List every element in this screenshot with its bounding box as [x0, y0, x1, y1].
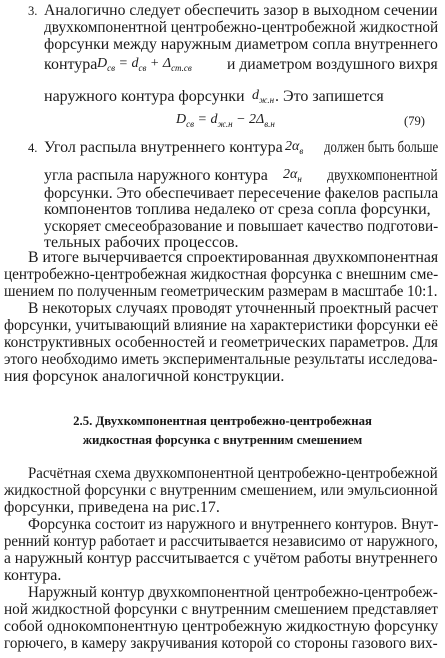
- text-line: ния форсунок аналогичной конструкции.: [4, 368, 285, 385]
- inline-variable: $d_{ж.н}$: [252, 88, 275, 105]
- text-line: форсунки, приведена на рис.17.: [4, 499, 220, 516]
- text-line: контура: [44, 56, 98, 73]
- text-line: ной жидкостной форсунки с внутренним смешением представляет: [4, 601, 438, 618]
- text-line: ренний контур работает и рассчитывается независимо от наружного,: [4, 533, 438, 550]
- text-line: контура.: [4, 567, 62, 584]
- inline-variable: $2\alpha_н$: [283, 167, 302, 184]
- text-line: горючего, в камеру закручивания которой со стороны газового вих-: [4, 635, 438, 652]
- text-line: угла распыла наружного контура: [44, 167, 268, 184]
- text-line: конструктивных особенностей и геометрических параметров. Для: [4, 334, 438, 351]
- list-number: 4.: [28, 141, 38, 155]
- text-line: компонентов топлива недалеко от среза сопла форсунки,: [44, 201, 431, 218]
- display-formula: $D_{св} = d_{ж.н} - 2\Delta_{в.н}$: [176, 112, 275, 129]
- text-line: ускоряет смесеобразование и повышает качество подготови-: [44, 218, 439, 235]
- text-line: Аналогично следует обеспечить зазор в выходном сечении: [44, 2, 438, 19]
- text-line: В некоторых случаях проводят уточненный проектный расчет: [28, 300, 438, 317]
- text-line: форсунки, учитывающий влияние на характеристики форсунки её: [4, 317, 438, 334]
- text-line: двухкомпонентной: [327, 167, 438, 184]
- text-line: собой однокомпонентную центробежную жидкостную форсунку: [4, 618, 439, 635]
- section-heading: жидкостная форсунка с внутренним смешением: [82, 433, 363, 447]
- text-line: В итоге вычерчивается спроектированная двухкомпонентная: [28, 249, 439, 266]
- text-line: . Это запишется: [275, 88, 384, 105]
- text-line: форсунки между наружным диаметром сопла внутреннего: [44, 36, 438, 53]
- text-line: а наружный контур рассчитывается с учётом работы внутреннего: [4, 550, 438, 567]
- text-line: Форсунка состоит из наружного и внутреннего контуров. Внут-: [28, 516, 439, 533]
- text-line: тельных рабочих процессов.: [44, 234, 239, 251]
- text-line: Расчётная схема двухкомпонентной центробежно-центробежной: [28, 465, 438, 482]
- inline-formula: $D_{св} = d_{св} + \Delta_{ст.св}$: [97, 56, 192, 73]
- text-line: и диаметром воздушного вихря: [227, 56, 438, 73]
- text-line: должен быть больше: [324, 139, 439, 156]
- inline-variable: $2\alpha_в$: [285, 139, 304, 156]
- section-heading: 2.5. Двухкомпонентная центробежно-центробежная: [73, 414, 372, 428]
- list-number: 3.: [28, 4, 38, 18]
- text-line: наружного контура форсунки: [44, 88, 245, 105]
- text-line: Наружный контур двухкомпонентной центробежно-центробеж-: [28, 584, 438, 601]
- equation-number: (79): [404, 114, 425, 128]
- text-line: жидкостной форсунки с внутренним смешением, или эмульсионной: [4, 482, 438, 499]
- text-line: Угол распыла внутреннего контура: [44, 139, 283, 156]
- text-line: этого необходимо иметь экспериментальные результаты исследова-: [4, 351, 438, 368]
- text-line: центробежно-центробежная жидкостная форсунка с внешним сме-: [4, 266, 439, 283]
- text-line: двухкомпонентной центробежно-центробежной жидкостной: [44, 19, 439, 36]
- text-line: форсунки. Это обеспечивает пересечение факелов распыла: [44, 185, 439, 202]
- text-line: шением по полученным геометрическим размерам в масштабе 10:1.: [4, 283, 438, 300]
